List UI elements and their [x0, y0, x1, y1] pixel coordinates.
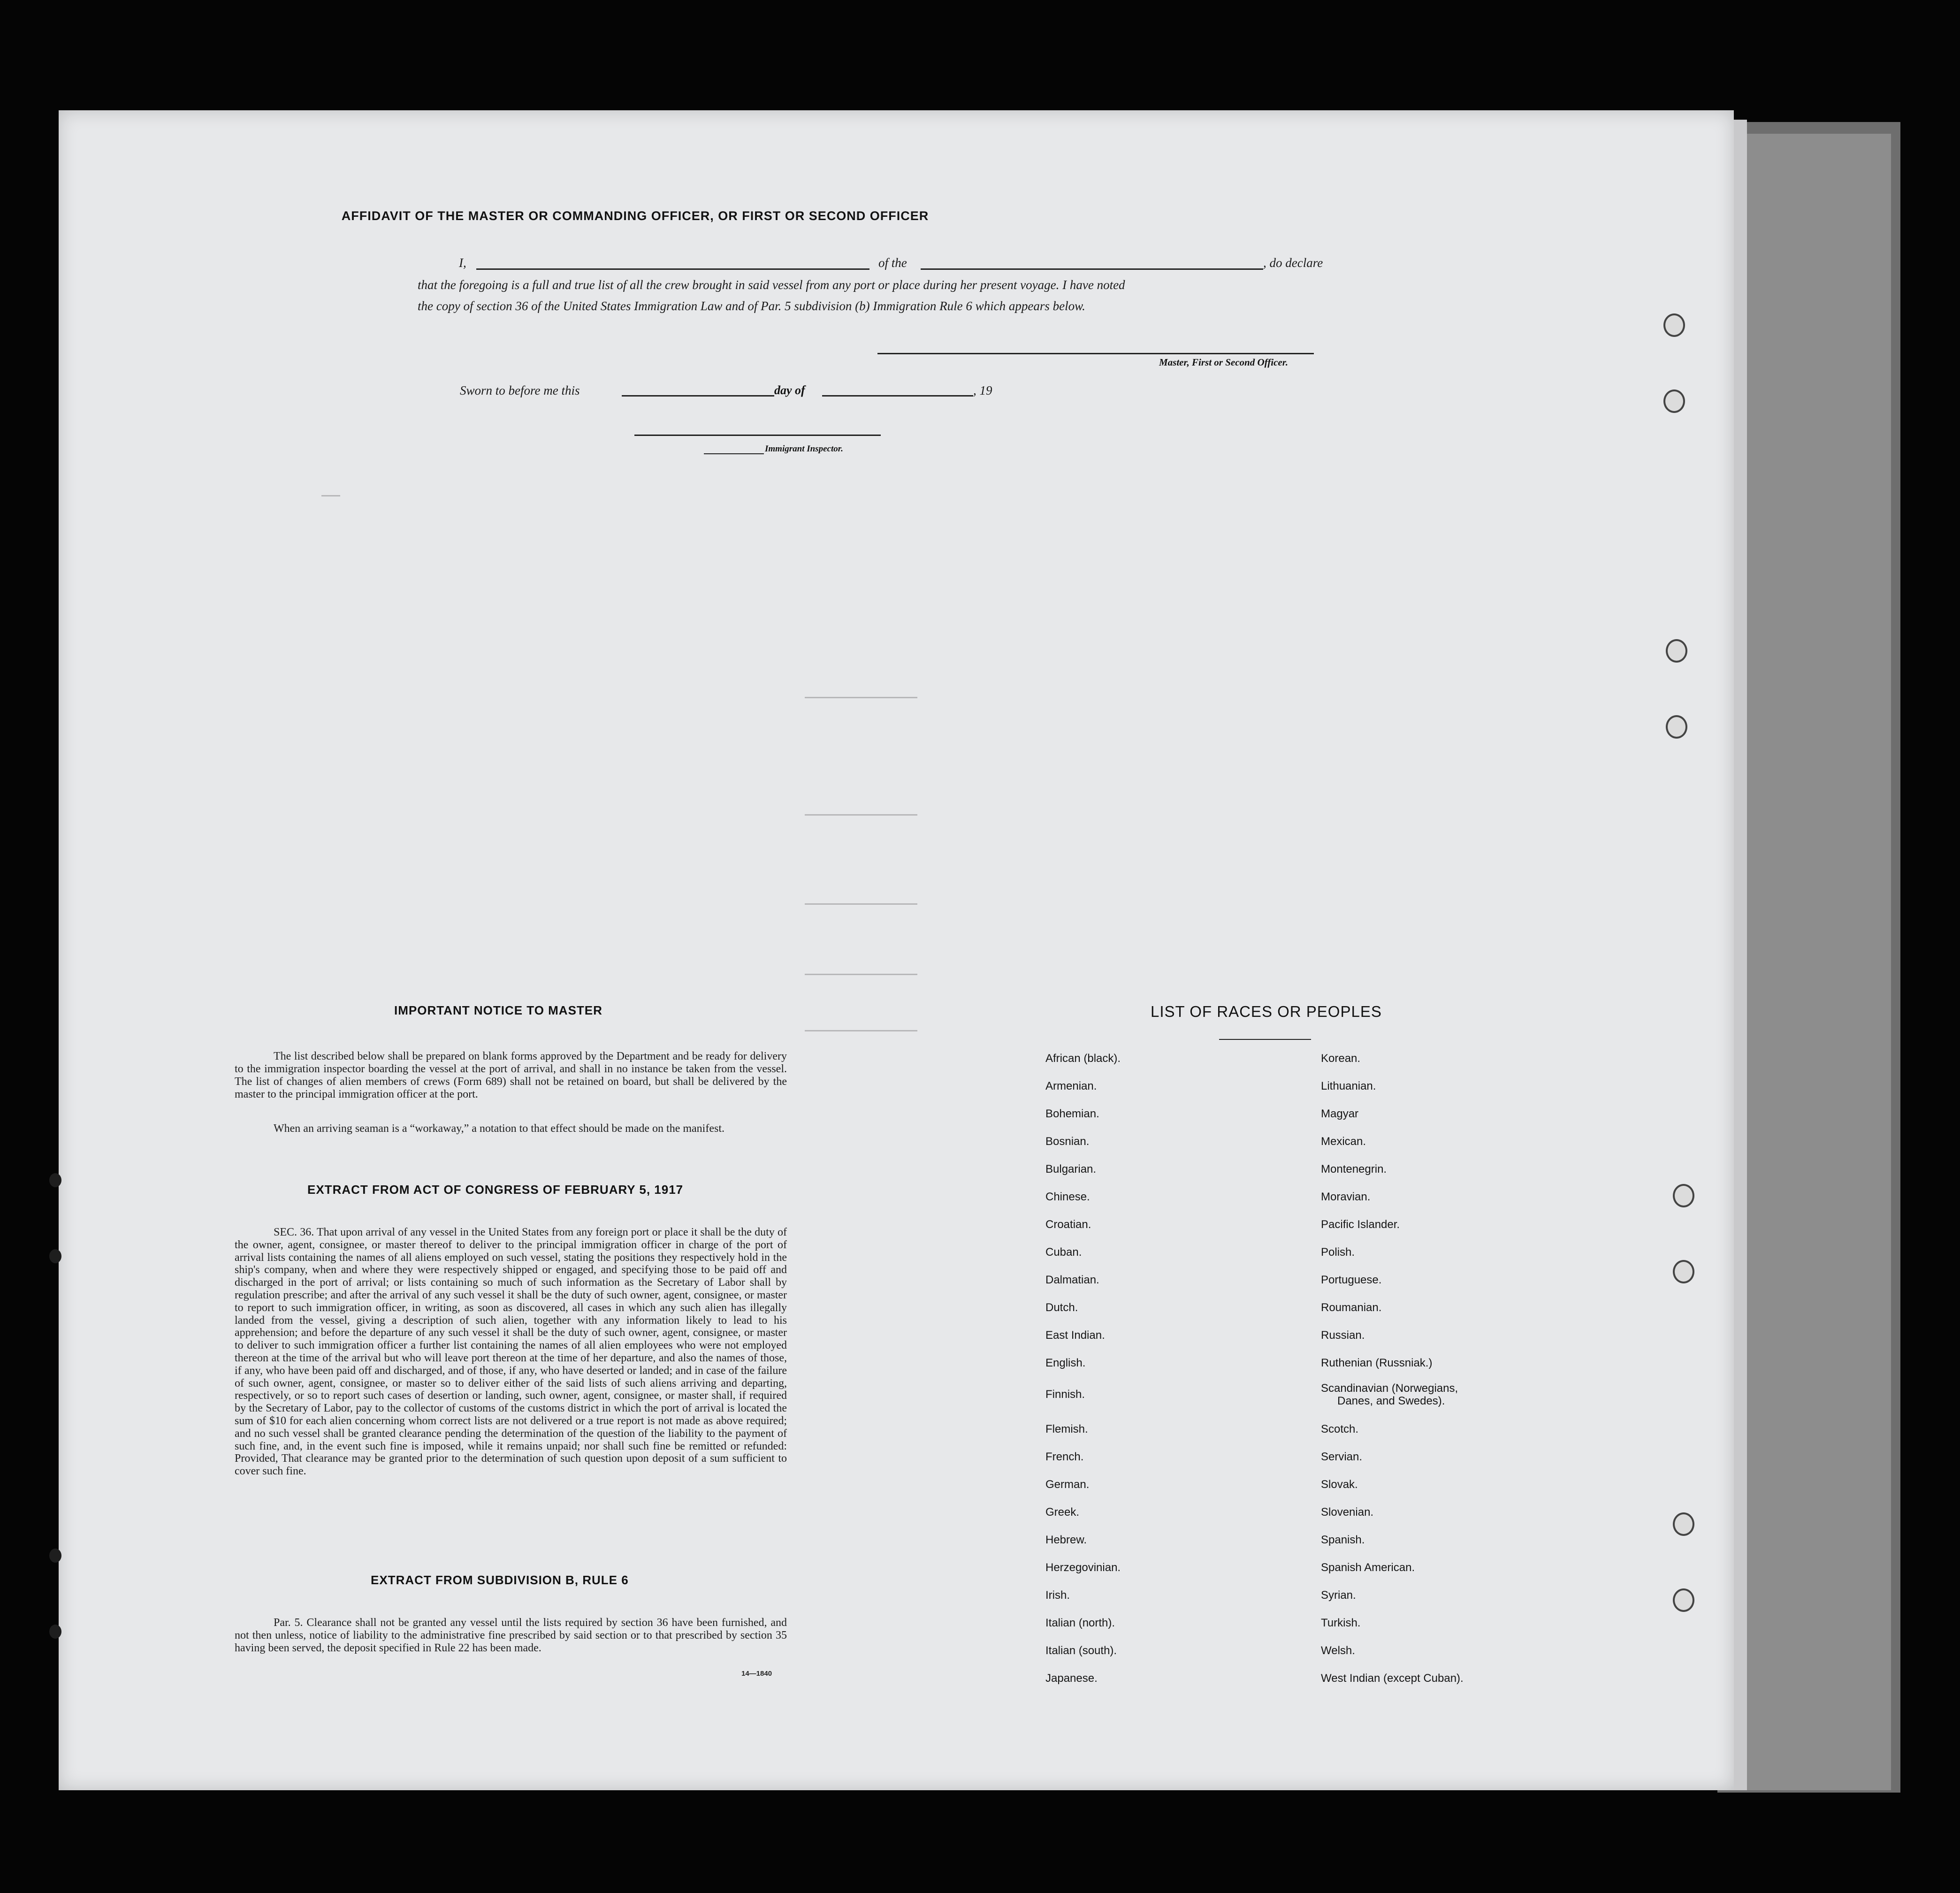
notice-title: IMPORTANT NOTICE TO MASTER [394, 1003, 602, 1017]
race-item: Slovak. [1321, 1478, 1358, 1491]
inspector-short-line [704, 453, 764, 454]
race-item: Hebrew. [1045, 1534, 1087, 1546]
race-item: East Indian. [1045, 1329, 1105, 1342]
affidavit-title: AFFIDAVIT OF THE MASTER OR COMMANDING OFFICER, OR FIRST OR SECOND OFFICER [341, 209, 929, 223]
race-item: Chinese. [1045, 1191, 1090, 1203]
race-item: Spanish. [1321, 1534, 1365, 1546]
race-item: Roumanian. [1321, 1301, 1382, 1314]
race-item: Servian. [1321, 1450, 1363, 1463]
race-item: Spanish American. [1321, 1561, 1415, 1574]
inspector-signature-line [634, 435, 881, 436]
race-item: English. [1045, 1357, 1086, 1369]
race-item: Lithuanian. [1321, 1080, 1376, 1092]
race-item: Italian (north). [1045, 1617, 1115, 1629]
punch-hole [49, 1249, 61, 1263]
race-item: Montenegrin. [1321, 1163, 1387, 1175]
races-title-underline [1219, 1039, 1311, 1040]
signature-label: Master, First or Second Officer. [1159, 357, 1288, 368]
race-item: Armenian. [1045, 1080, 1097, 1092]
race-item: Bohemian. [1045, 1107, 1099, 1120]
punch-hole [49, 1625, 61, 1639]
sworn-label: Sworn to before me this [460, 383, 580, 397]
race-item: Bosnian. [1045, 1135, 1090, 1148]
bleed-mark [805, 903, 917, 905]
notice-paragraph-2: When an arriving seaman is a “workaway,” a notation to that effect should be made on the manifest. [274, 1122, 725, 1135]
bleed-mark [321, 495, 340, 496]
punch-hole [49, 1173, 61, 1187]
race-item: Magyar [1321, 1107, 1359, 1120]
underlying-page [1731, 134, 1891, 1790]
race-item: Scotch. [1321, 1423, 1359, 1435]
extract-rule-text: Par. 5. Clearance shall not be granted any vessel until the lists required by section 36 have been furnished, and not then unless, notice of liability to the administrative fine prescribed by said section or to that prescribed by section 35 having been served, the deposit specified in Rule 22 has been made. [235, 1617, 787, 1654]
race-item: Dutch. [1045, 1301, 1078, 1314]
extract-rule-title: EXTRACT FROM SUBDIVISION B, RULE 6 [371, 1573, 629, 1587]
race-item: Pacific Islander. [1321, 1218, 1400, 1231]
punch-hole [1673, 1260, 1694, 1283]
race-item: Syrian. [1321, 1589, 1356, 1602]
document-page [59, 110, 1734, 1790]
race-item: Slovenian. [1321, 1506, 1374, 1519]
race-item: Mexican. [1321, 1135, 1366, 1148]
race-item: Finnish. [1045, 1388, 1085, 1401]
name-blank-line [476, 268, 869, 270]
race-item: West Indian (except Cuban). [1321, 1672, 1464, 1685]
race-item: Croatian. [1045, 1218, 1091, 1231]
race-item: German. [1045, 1478, 1090, 1491]
page-edge [1734, 120, 1747, 1790]
extract-act-title: EXTRACT FROM ACT OF CONGRESS OF FEBRUARY 5, 1917 [307, 1183, 684, 1197]
race-item: French. [1045, 1450, 1084, 1463]
punch-hole [1673, 1588, 1694, 1612]
race-item: Cuban. [1045, 1246, 1082, 1259]
race-item: Japanese. [1045, 1672, 1098, 1685]
race-item: Ruthenian (Russniak.) [1321, 1357, 1433, 1369]
race-item: Italian (south). [1045, 1644, 1117, 1657]
punch-hole [1673, 1512, 1694, 1536]
race-item: Bulgarian. [1045, 1163, 1097, 1175]
race-item: Greek. [1045, 1506, 1080, 1519]
extract-act-text: SEC. 36. That upon arrival of any vessel in the United States from any foreign port or place it shall be the duty of the owner, agent, consignee, or master thereof to deliver to the principal immigration officer in charge of the port of arrival lists containing the names of all aliens employed on such vessel, stating the positions they respectively hold in the ship's company, when and where they were respectively shipped or engaged, and specifying those to be paid off and discharged in the port of arrival; or lists containing so much of such information as the Secretary of Labor shall by regulation prescribe; and after the arrival of any such vessel it shall be the duty of such owner, agent, consignee, or master to report to such immigration officer, in writing, as soon as discovered, all cases in which any such alien has illegally landed from the vessel, giving a description of such alien, together with any information likely to lead to his apprehension; and before the departure of any such vessel it shall be the duty of such owner, agent, consignee, or master to deliver to such immigration officer a further list containing the names of all alien employees who were not employed thereon at the time of the arrival but who will leave port thereon at the time of her departure, and also the names of those, if any, who have been paid off and discharged, and of those, if any, who have deserted or landed; and in case of the failure of such owner, agent, consignee, or master so to deliver either of the said lists of such aliens arriving and departing, respectively, or so to report such cases of desertion or landing, such owner, agent, consignee, or master shall, if required by the Secretary of Labor, pay to the collector of customs of the customs district in which the port of arrival is located the sum of $10 for each alien concerning whom correct lists are not delivered or a true report is not made as above required; and no such vessel shall be granted clearance pending the determination of the question of the liability to the payment of such fine, and, in the event such fine is imposed, while it remains unpaid; nor shall such fine be remitted or refunded: Provided, That clearance may be granted prior to the determination of such question upon deposit of a sum sufficient to cover such fine. [235, 1226, 787, 1478]
form-number: 14—1840 [741, 1670, 772, 1678]
race-item: African (black). [1045, 1052, 1121, 1065]
vessel-blank-line [921, 268, 1263, 270]
bleed-mark [805, 1030, 917, 1031]
do-declare-label: , do declare [1263, 256, 1323, 270]
race-item: Polish. [1321, 1246, 1355, 1259]
inspector-label: Immigrant Inspector. [765, 444, 843, 454]
race-item: Russian. [1321, 1329, 1365, 1342]
bleed-mark [805, 974, 917, 975]
race-item: Irish. [1045, 1589, 1070, 1602]
affidavit-i-label: I, [459, 256, 466, 270]
race-item: Flemish. [1045, 1423, 1088, 1435]
of-the-label: of the [878, 256, 907, 270]
punch-hole [49, 1549, 61, 1563]
punch-hole [1663, 389, 1685, 413]
race-item: Korean. [1321, 1052, 1361, 1065]
punch-hole [1666, 639, 1687, 663]
race-item: Turkish. [1321, 1617, 1361, 1629]
punch-hole [1663, 313, 1685, 337]
affidavit-line-2: the copy of section 36 of the United States Immigration Law and of Par. 5 subdivision (b) Immigration Rule 6 which appears below. [418, 299, 1085, 313]
race-item: Herzegovinian. [1045, 1561, 1121, 1574]
punch-hole [1666, 715, 1687, 739]
race-item: Moravian. [1321, 1191, 1371, 1203]
races-title: LIST OF RACES OR PEOPLES [1151, 1003, 1382, 1020]
day-blank-line [622, 395, 774, 397]
race-item: Dalmatian. [1045, 1274, 1099, 1286]
signature-line [877, 353, 1314, 354]
race-item: Scandinavian (Norwegians, [1321, 1382, 1458, 1395]
affidavit-line-1: that the foregoing is a full and true list of all the crew brought in said vessel from any port or place during her present voyage. I have noted [418, 278, 1125, 292]
bleed-mark [805, 814, 917, 816]
race-item: Portuguese. [1321, 1274, 1382, 1286]
notice-paragraph-1: The list described below shall be prepared on blank forms approved by the Department and be ready for delivery to the immigration inspector boarding the vessel at the port of arrival, and shall in no instance be taken from the vessel. The list of changes of alien members of crews (Form 689) shall not be retained on board, but shall be delivered by the master to the principal immigration officer at the port. [235, 1050, 787, 1100]
day-of-label: day of [774, 383, 805, 397]
bleed-mark [805, 697, 917, 698]
punch-hole [1673, 1184, 1694, 1207]
year-label: , 19 [973, 383, 992, 397]
race-item: Danes, and Swedes). [1337, 1395, 1445, 1407]
month-blank-line [822, 395, 973, 397]
race-item: Welsh. [1321, 1644, 1355, 1657]
